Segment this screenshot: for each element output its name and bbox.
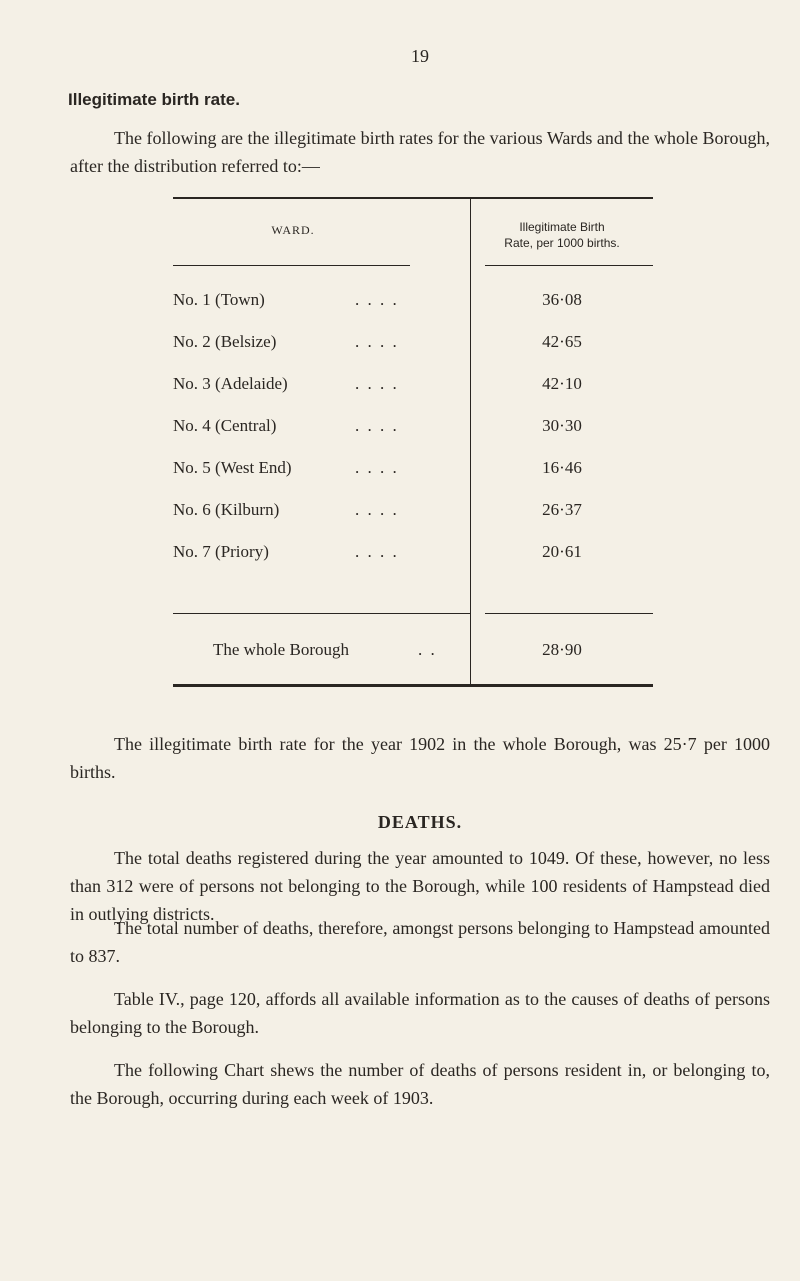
deaths-paragraph-1: The total deaths registered during the year amounted to 1049. Of these, however, no less than 312 were of persons not belonging to the Borough, while 100 residents of Hampstead died in outlying districts. [70, 848, 770, 924]
total-rate-value: 28·90 [542, 640, 582, 659]
ward-name: No. 3 (Adelaide) [173, 374, 288, 393]
column-header-rate-line2: Rate, per 1000 births. [504, 236, 620, 250]
rate-value: 42·65 [542, 332, 582, 351]
birth-rate-table [173, 197, 653, 687]
table-total-row [173, 640, 653, 670]
deaths-paragraph-2: The total number of deaths, therefore, amongst persons belonging to Hampstead amounted to 837. [70, 918, 770, 966]
ward-name: No. 1 (Town) [173, 290, 265, 309]
section-heading-illegitimate-birth-rate: Illegitimate birth rate. [68, 90, 240, 109]
rate-value: 42·10 [542, 374, 582, 393]
table-header-rule-left [173, 265, 410, 266]
table-row [173, 500, 653, 530]
rate-value: 26·37 [542, 500, 582, 519]
page-number: 19 [411, 46, 429, 66]
table-row [173, 290, 653, 320]
dot-leader: . . [418, 640, 437, 659]
column-header-ward: WARD. [271, 223, 315, 237]
dot-leader: . . . . [355, 374, 399, 393]
rate-value: 16·46 [542, 458, 582, 477]
rate-value: 30·30 [542, 416, 582, 435]
ward-name: No. 7 (Priory) [173, 542, 269, 561]
table-bottom-rule [173, 684, 653, 687]
ward-name: No. 5 (West End) [173, 458, 292, 477]
table-total-rule-left [173, 613, 470, 614]
table-top-rule [173, 197, 653, 199]
table-total-rule-right [485, 613, 653, 614]
intro-paragraph: The following are the illegitimate birth rates for the various Wards and the whole Borough, after the distribution referred to:— [70, 128, 770, 176]
dot-leader: . . . . [355, 290, 399, 309]
total-label: The whole Borough [213, 640, 349, 659]
rate-value: 36·08 [542, 290, 582, 309]
table-row [173, 332, 653, 362]
dot-leader: . . . . [355, 458, 399, 477]
ward-name: No. 4 (Central) [173, 416, 277, 435]
rate-value: 20·61 [542, 542, 582, 561]
dot-leader: . . . . [355, 332, 399, 351]
dot-leader: . . . . [355, 416, 399, 435]
rate-1902-paragraph: The illegitimate birth rate for the year 1902 in the whole Borough, was 25·7 per 1000 births. [70, 734, 770, 782]
dot-leader: . . . . [355, 500, 399, 519]
dot-leader: . . . . [355, 542, 399, 561]
ward-name: No. 2 (Belsize) [173, 332, 277, 351]
table-row [173, 416, 653, 446]
ward-name: No. 6 (Kilburn) [173, 500, 280, 519]
deaths-paragraph-4: The following Chart shews the number of deaths of persons resident in, or belonging to, the Borough, occurring during each week of 1903. [70, 1060, 770, 1108]
table-row [173, 542, 653, 572]
column-header-rate-line1: Illegitimate Birth [519, 220, 605, 234]
column-header-rate [471, 219, 653, 251]
table-row [173, 458, 653, 488]
table-header-rule-right [485, 265, 653, 266]
deaths-heading: DEATHS. [377, 812, 463, 832]
deaths-paragraph-3: Table IV., page 120, affords all available information as to the causes of deaths of persons belonging to the Borough. [70, 989, 770, 1037]
table-row [173, 374, 653, 404]
